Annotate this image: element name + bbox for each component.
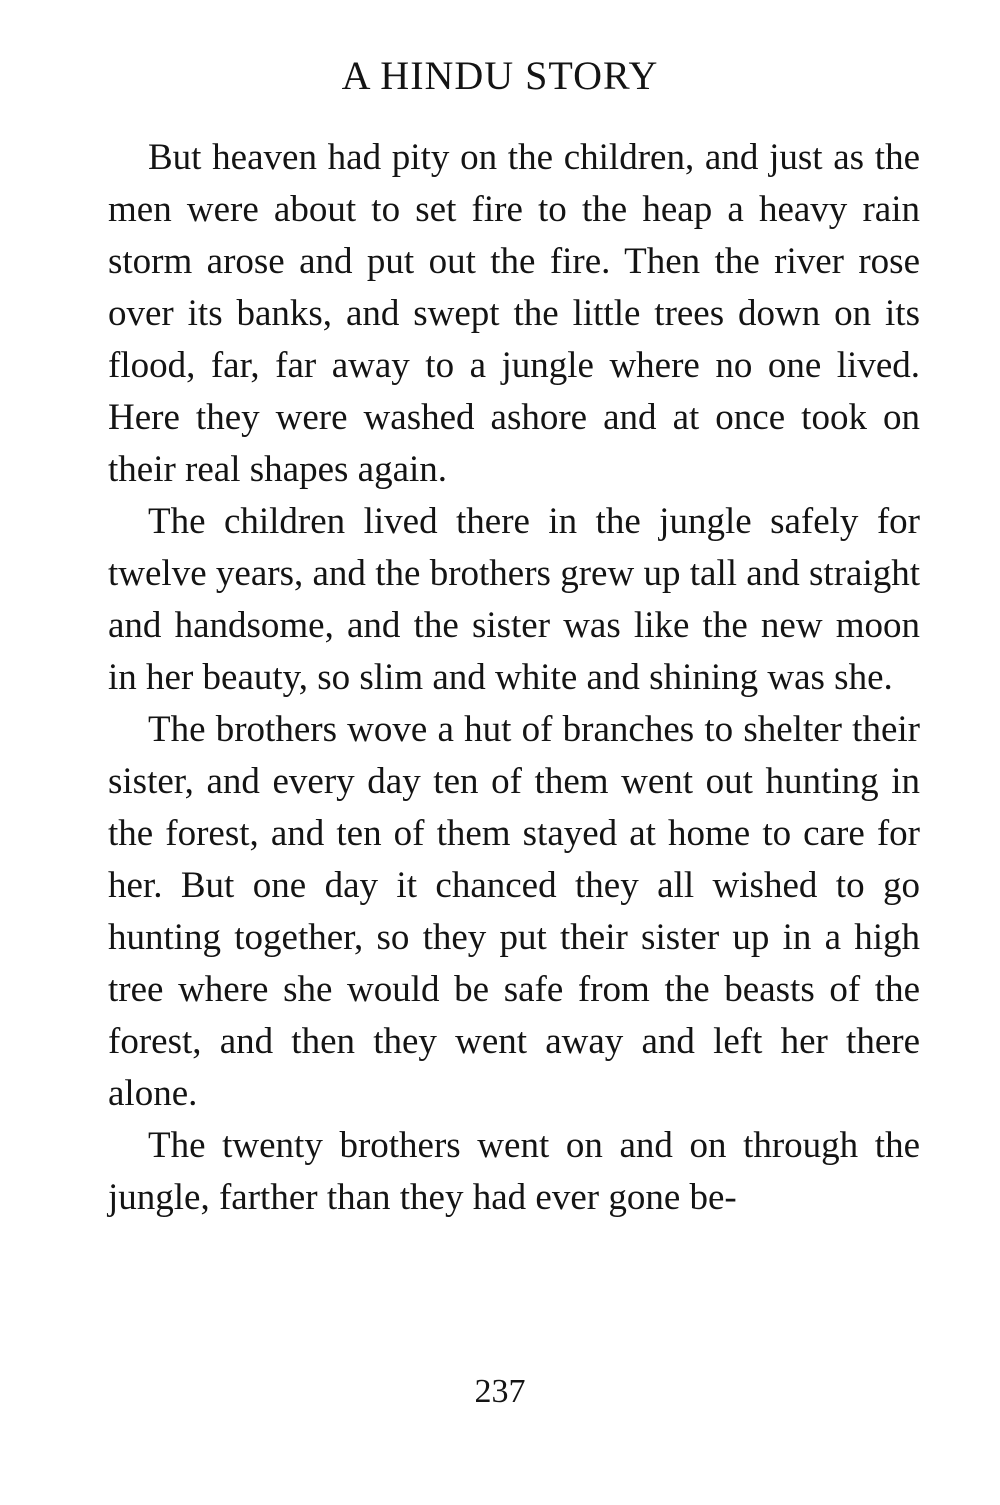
paragraph-2: The children lived there in the jungle safely for twelve years, and the brothers grew up tall and straight and handsome, and the sister was like the new moon in her beauty, so slim and white and shining was she.	[108, 501, 920, 698]
body-text	[108, 132, 920, 1224]
running-head: A HINDU STORY	[341, 53, 659, 98]
paragraph-4: The twenty brothers went on and on through the jungle, farther than they had ever gone be-	[108, 1125, 920, 1218]
page-number: 237	[474, 1373, 526, 1410]
paragraph-3: The brothers wove a hut of branches to shelter their sister, and every day ten of them went out hunting in the forest, and ten of them stayed at home to care for her. But one day it chanced they all wished to go hunting together, so they put their sister up in a high tree where she would be safe from the beasts of the forest, and then they went away and left her there alone.	[108, 709, 920, 1114]
paragraph-1: But heaven had pity on the children, and just as the men were about to set fire to the heap a heavy rain storm arose and put out the fire. Then the river rose over its banks, and swept the little trees down on its flood, far, far away to a jungle where no one lived. Here they were washed ashore and at once took on their real shapes again.	[108, 137, 920, 490]
